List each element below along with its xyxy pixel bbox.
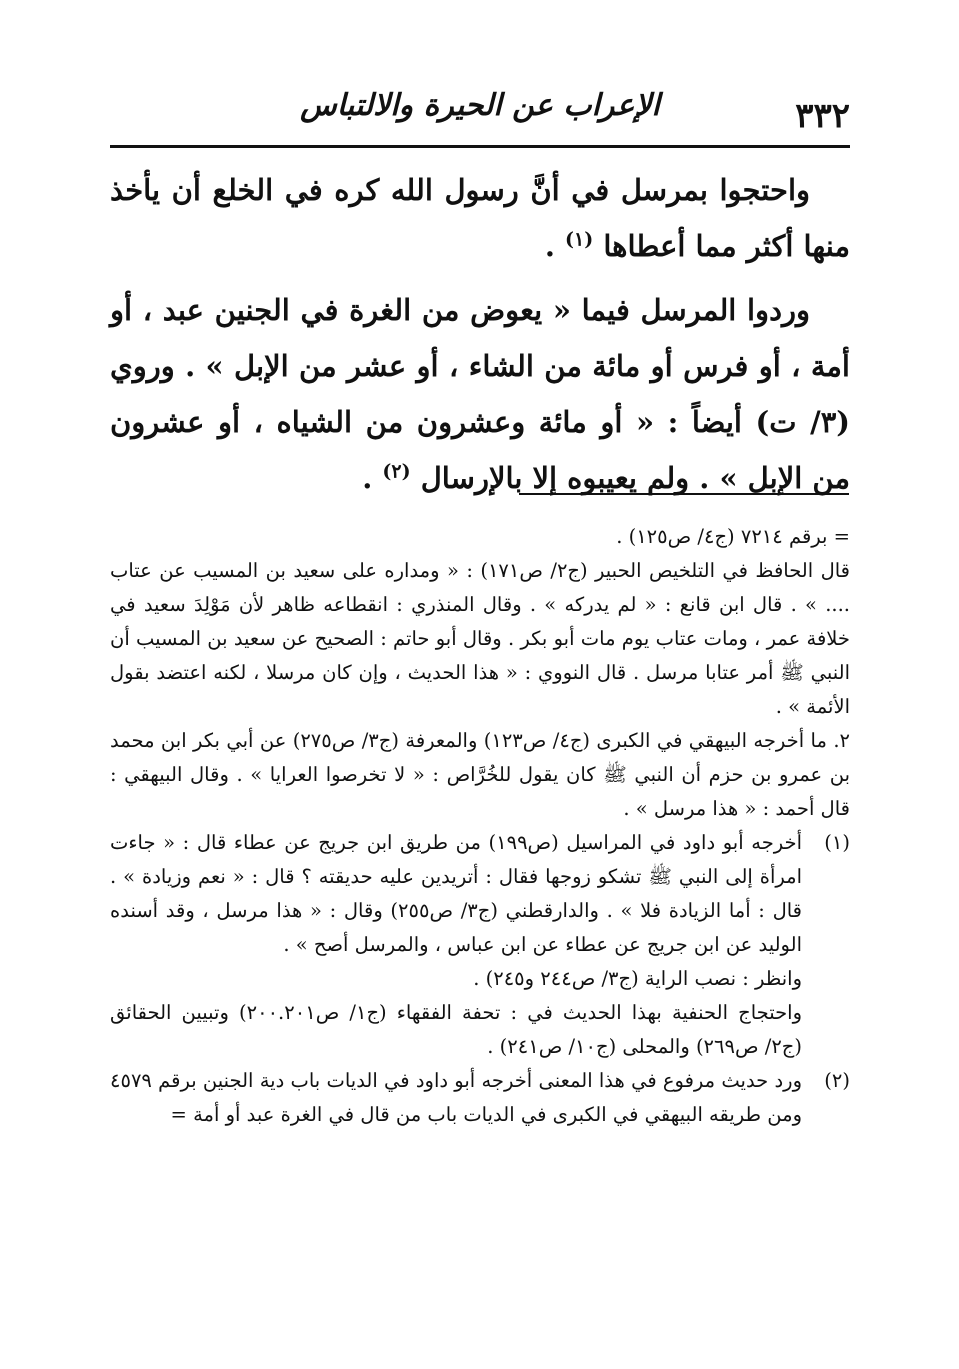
footnote-marker: (١) [824,831,850,854]
footnote-1 [110,826,850,1064]
page-number: ٣٣٢ [795,96,850,136]
footnote-continuation: = برقم ٧٢١٤ (ج٤/ ص١٢٥) . [616,525,850,548]
paragraph-end: . [544,229,566,263]
footnote-marker: (٢) [824,1069,850,1092]
paragraph-end: . [362,461,383,495]
footnote-continuation: قال الحافظ في التلخيص الحبير (ج٢/ ص١٧١) : « ومداره على سعيد بن المسيب عن عتاب .... » . قال ابن قانع : « لم يدركه » . وقال المنذري : انقطاعه ظاهر لأن مَوْلِدَ سعيد في خلافة عمر ، ومات عتاب يوم مات أبو بكر . وقال أبو حاتم : الصحيح عن سعيد بن المسيب أن النبي ﷺ أمر عتابا مرسل . قال النووي : « هذا الحديث ، وإن كان مرسلا ، لكنه اعتضد بقول الأئمة » . [110,559,851,718]
footnote-2 [110,1064,850,1132]
main-paragraph [110,162,850,274]
main-paragraph [110,282,850,506]
footnote-paragraph: أخرجه أبو داود في المراسيل (ص١٩٩) من طريق ابن جريج عن عطاء قال : « جاءت امرأة إلى النبي ﷺ تشكو زوجها فقال : أتريدين عليه حديقته ؟ قال : « نعم وزيادة » . قال : أما الزيادة فلا » . والدارقطني (ج٣/ ص٢٥٥) وقال : « هذا مرسل ، وقد أسنده الوليد عن ابن جريج عن عطاء عن ابن عباس ، والمرسل أصح » . [110,831,802,956]
footnotes [110,520,850,1132]
footnote-divider [519,493,849,495]
header-rule [110,145,850,148]
paragraph-text: واحتجوا بمرسل في أنَّ رسول الله كره في الخلع أن يأخذ منها أكثر مما أعطاها [110,173,850,263]
running-title: الإعراب عن الحيرة والالتباس [300,88,660,123]
footnote-ref: (١) [565,228,594,251]
main-text [110,162,850,514]
footnote-paragraph: وانظر : نصب الراية (ج٣/ ص٢٤٤ و٢٤٥) . [473,967,802,990]
footnote-ref: (٢) [382,460,411,483]
page-header [110,78,850,148]
paragraph-text: وردوا المرسل فيما « يعوض من الغرة في الجنين عبد ، أو أمة ، أو فرس أو مائة من الشاء ، أو عشر من الإبل » . وروي (٣/ ت) أيضاً : « أو مائة وعشرون من الشياه ، أو عشرون من الإبل » . ولم يعيبوه إلا بالإرسال [110,293,850,495]
footnote-continuation: ٢. ما أخرجه البيهقي في الكبرى (ج٤/ ص١٢٣) والمعرفة (ج٣/ ص٢٧٥) عن أبي بكر ابن محمد بن عمرو بن حزم أن النبي ﷺ كان يقول للخُرَّاص : « لا تخرصوا العرايا » . وقال البيهقي : قال أحمد : « هذا مرسل » . [110,729,851,820]
footnote-paragraph: ورد حديث مرفوع في هذا المعنى أخرجه أبو داود في الديات باب دية الجنين برقم ٤٥٧٩ ومن طريقه البيهقي في الكبرى في الديات باب من قال في الغرة عبد أو أمة = [110,1069,802,1126]
footnote-paragraph: واحتجاج الحنفية بهذا الحديث في : تحفة الفقهاء (ج١/ ص٢٠٠.٢٠١) وتبيين الحقائق (ج٢/ ص٢٦٩) والمحلى (ج١٠/ ص٢٤١) . [110,1001,802,1058]
